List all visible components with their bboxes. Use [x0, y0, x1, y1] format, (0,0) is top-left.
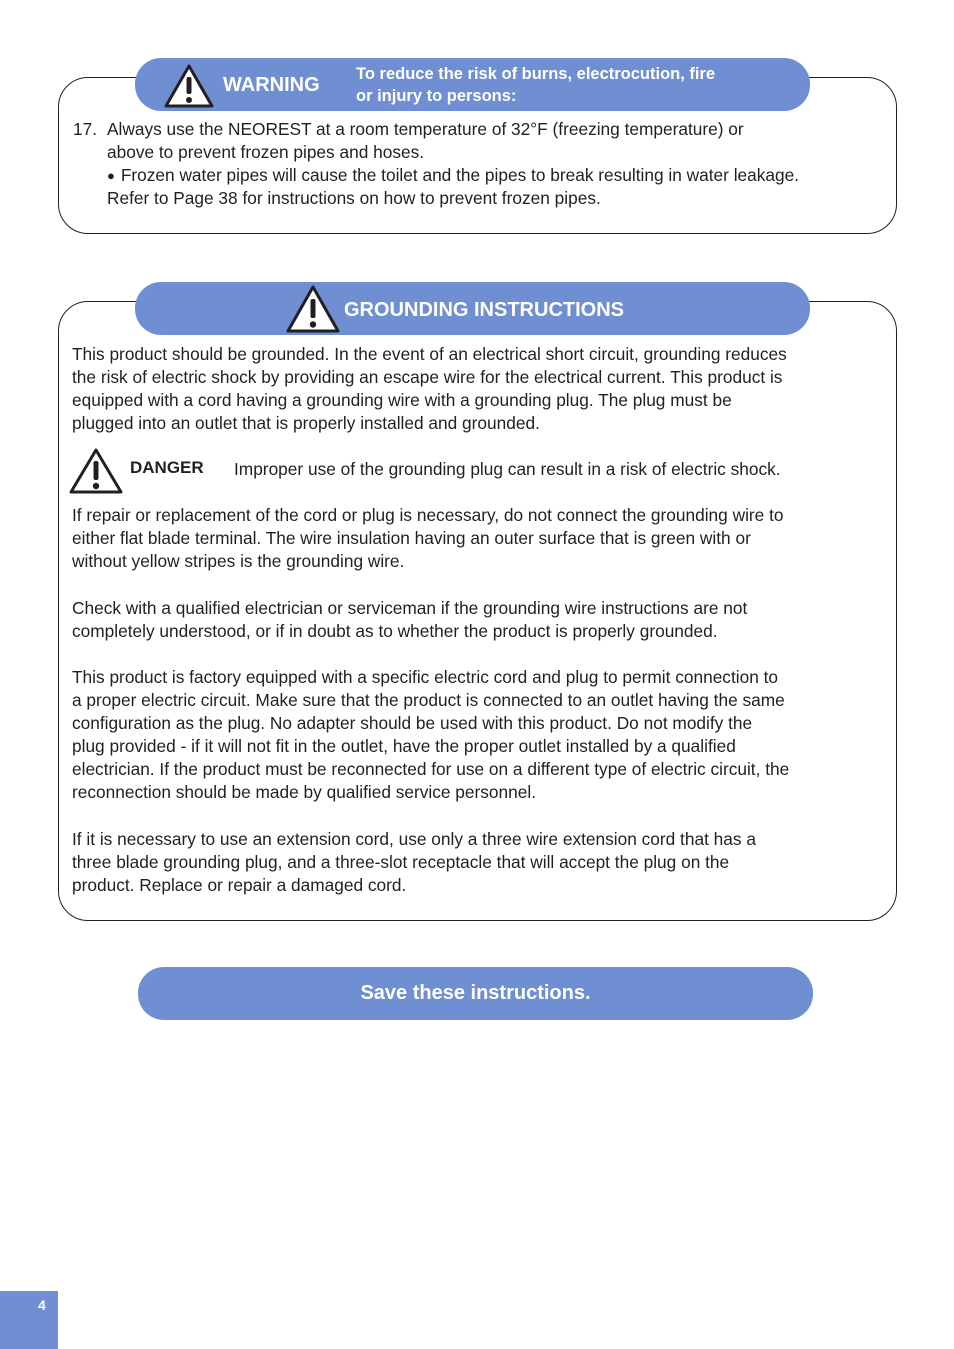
text-line: plug provided - if it will not fit in the outlet, have the proper outlet installed by a qualified	[72, 736, 736, 756]
text-line: reconnection should be made by qualified service personnel.	[72, 782, 537, 802]
text-line: equipped with a cord having a grounding wire with a grounding plug. The plug must be	[72, 390, 732, 410]
grounding-banner	[135, 282, 810, 335]
text-line: This product is factory equipped with a specific electric cord and plug to permit connection to	[72, 667, 779, 687]
text-line: the risk of electric shock by providing an escape wire for the electrical current. This product is	[72, 367, 783, 387]
text-line: three blade grounding plug, and a three-slot receptacle that will accept the plug on the	[72, 852, 730, 872]
save-instructions-banner	[138, 967, 813, 1020]
text-line: either flat blade terminal. The wire insulation having an outer surface that is green with or	[72, 528, 751, 548]
warning-subtitle	[356, 63, 715, 107]
bullet-icon: ●	[107, 168, 115, 183]
warning-line: Always use the NEOREST at a room temperature of 32°F (freezing temperature) or	[107, 119, 744, 139]
page-number: 4	[38, 1297, 46, 1313]
text-line: This product should be grounded. In the event of an electrical short circuit, grounding reduces	[72, 344, 787, 364]
page-number-tab	[0, 1291, 58, 1349]
text-line: Check with a qualified electrician or serviceman if the grounding wire instructions are not	[72, 598, 748, 618]
grounding-paragraph-1	[72, 343, 787, 435]
warning-subtitle-line: To reduce the risk of burns, electrocution, fire	[356, 65, 716, 83]
text-line: a proper electric circuit. Make sure that the product is connected to an outlet having the same	[72, 690, 785, 710]
warning-body	[107, 118, 799, 210]
danger-text: Improper use of the grounding plug can result in a risk of electric shock.	[234, 459, 781, 479]
danger-label: DANGER	[130, 458, 204, 477]
warning-bullet-line	[107, 164, 799, 187]
text-line: completely understood, or if in doubt as to whether the product is properly grounded.	[72, 621, 718, 641]
danger-triangle-icon	[68, 447, 124, 495]
grounding-paragraph-3	[72, 597, 747, 643]
text-line: product. Replace or repair a damaged cord.	[72, 875, 407, 895]
warning-bullet-text: Frozen water pipes will cause the toilet and the pipes to break resulting in water leakage.	[120, 165, 800, 185]
grounding-paragraph-5	[72, 828, 756, 897]
warning-line: Refer to Page 38 for instructions on how to prevent frozen pipes.	[107, 188, 601, 208]
text-line: electrician. If the product must be reconnected for use on a different type of electric circuit, the	[72, 759, 790, 779]
text-line: If it is necessary to use an extension cord, use only a three wire extension cord that has a	[72, 829, 756, 849]
text-line: If repair or replacement of the cord or plug is necessary, do not connect the grounding wire to	[72, 505, 784, 525]
warning-banner	[135, 58, 810, 111]
text-line: without yellow stripes is the grounding wire.	[72, 551, 405, 571]
grounding-paragraph-4	[72, 666, 789, 804]
grounding-title: GROUNDING INSTRUCTIONS	[344, 299, 624, 321]
warning-item-number: 17.	[73, 119, 98, 139]
warning-subtitle-line: or injury to persons:	[356, 87, 517, 105]
warning-label: WARNING	[223, 74, 320, 96]
save-instructions-label: Save these instructions.	[360, 982, 591, 1004]
warning-triangle-icon	[285, 284, 341, 334]
grounding-paragraph-2	[72, 504, 783, 573]
text-line: plugged into an outlet that is properly installed and grounded.	[72, 413, 540, 433]
warning-line: above to prevent frozen pipes and hoses.	[107, 142, 425, 162]
warning-triangle-icon	[163, 63, 215, 109]
text-line: configuration as the plug. No adapter should be used with this product. Do not modify the	[72, 713, 753, 733]
